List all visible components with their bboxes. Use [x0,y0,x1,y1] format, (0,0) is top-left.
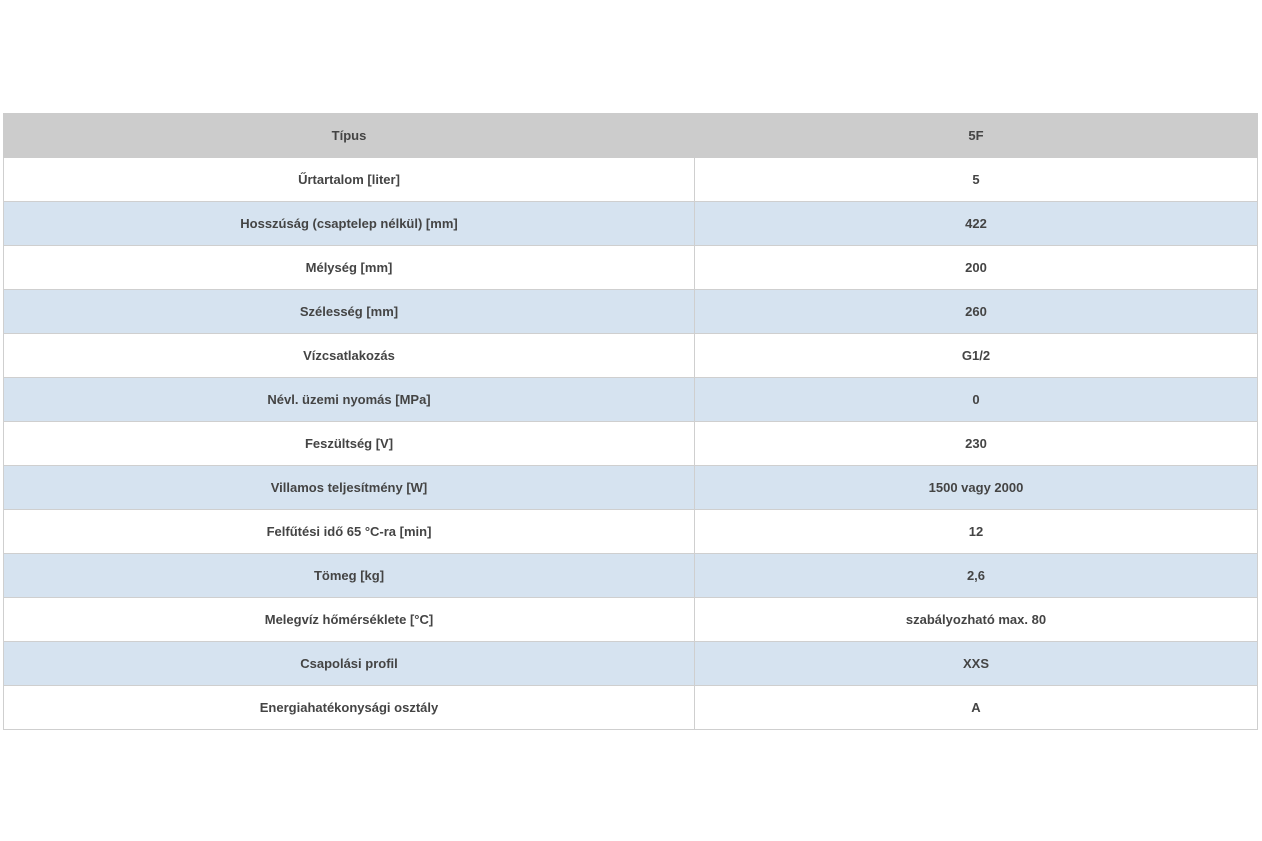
row-value: 260 [695,290,1258,334]
row-label: Űrtartalom [liter] [4,158,695,202]
table-row [4,598,1258,642]
row-value: G1/2 [695,334,1258,378]
table-row [4,290,1258,334]
row-label: Feszültség [V] [4,422,695,466]
header-value: 5F [695,114,1258,158]
row-label: Tömeg [kg] [4,554,695,598]
table-row [4,158,1258,202]
row-value: 5 [695,158,1258,202]
row-label: Névl. üzemi nyomás [MPa] [4,378,695,422]
header-label: Típus [4,114,695,158]
row-label: Villamos teljesítmény [W] [4,466,695,510]
row-value: 12 [695,510,1258,554]
row-value: 200 [695,246,1258,290]
row-value: 422 [695,202,1258,246]
table-row [4,642,1258,686]
table-row [4,510,1258,554]
row-value: XXS [695,642,1258,686]
row-label: Energiahatékonysági osztály [4,686,695,730]
header-row [4,114,1258,158]
row-label: Mélység [mm] [4,246,695,290]
row-label: Hosszúság (csaptelep nélkül) [mm] [4,202,695,246]
table-row [4,554,1258,598]
row-label: Melegvíz hőmérséklete [°C] [4,598,695,642]
table-row [4,466,1258,510]
table-row [4,202,1258,246]
table-row [4,686,1258,730]
row-value: szabályozható max. 80 [695,598,1258,642]
row-label: Vízcsatlakozás [4,334,695,378]
table-row [4,378,1258,422]
table-row [4,334,1258,378]
table-row [4,246,1258,290]
row-label: Csapolási profil [4,642,695,686]
row-value: 230 [695,422,1258,466]
table-row [4,422,1258,466]
row-label: Felfűtési idő 65 °C-ra [min] [4,510,695,554]
spec-table [3,113,1258,730]
row-value: A [695,686,1258,730]
row-value: 0 [695,378,1258,422]
row-label: Szélesség [mm] [4,290,695,334]
row-value: 1500 vagy 2000 [695,466,1258,510]
row-value: 2,6 [695,554,1258,598]
